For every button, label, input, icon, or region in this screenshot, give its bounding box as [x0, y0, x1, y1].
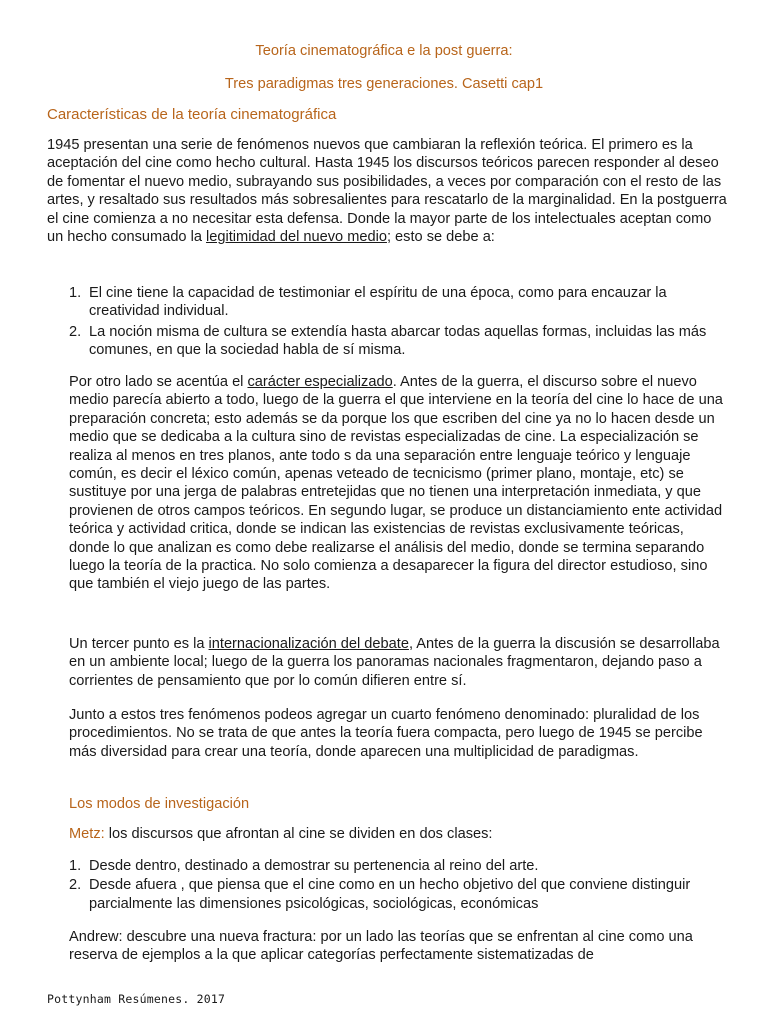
- paragraph-4: Junto a estos tres fenómenos podeos agregar un cuarto fenómeno denominado: pluralidad de los procedimientos. No se trata de que antes la teoría fuera compacta, pero luego de 1945 se percibe más diversidad para crear una teoría, donde aparecen una multiplicidad de paradigmas.: [69, 707, 703, 760]
- list-item-text: El cine tiene la capacidad de testimoniar el espíritu de una época, como para encauzar la creatividad individual.: [89, 285, 667, 320]
- list-item: [69, 284, 727, 321]
- paragraph-3-underline: internacionalización del debate: [208, 636, 409, 652]
- list-item: [69, 857, 725, 875]
- page-footer: Pottynham Resúmenes. 2017: [47, 992, 226, 1006]
- section-heading-caracteristicas: Características de la teoría cinematográfica: [47, 106, 337, 123]
- paragraph-1-text: 1945 presentan una serie de fenómenos nuevos que cambiaran la reflexión teórica. El primero es la aceptación del cine como hecho cultural. Hasta 1945 los discursos teóricos parecen responder al deseo de fomentar el nuevo medio, subrayando sus posibilidades, a veces por comparación con el resto de las artes, y resaltado sus resultados más sobresalientes para rescatarlo de la marginalidad. En la postguerra el cine comienza a no necesitar esta defensa. Donde la mayor parte de los intelectuales aceptan como un hecho consumado la: [47, 137, 727, 246]
- document-title: Teoría cinematográfica e la post guerra:: [255, 43, 513, 59]
- document-subtitle: Tres paradigmas tres generaciones. Casetti cap1: [224, 76, 544, 92]
- list-item: [69, 876, 725, 913]
- paragraph-1: [47, 136, 727, 246]
- paragraph-2-underline: carácter especializado: [247, 374, 393, 390]
- paragraph-2-text: Por otro lado se acentúa el: [69, 374, 248, 390]
- metz-label: Metz:: [69, 826, 105, 842]
- list-item-text: Desde afuera , que piensa que el cine como en un hecho objetivo del que conviene distinguir parcialmente las dimensiones psicológicas, sociológicas, económicas: [89, 877, 691, 912]
- paragraph-3: [69, 635, 725, 690]
- list-item-text: Desde dentro, destinado a demostrar su pertenencia al reino del arte.: [89, 858, 539, 874]
- list-1: [69, 284, 727, 360]
- paragraph-metz: [69, 825, 725, 843]
- list-item-number: 2.: [69, 877, 82, 894]
- list-item-number: 2.: [69, 323, 82, 340]
- paragraph-3-text: Un tercer punto es la: [69, 636, 209, 652]
- metz-text: los discursos que afrontan al cine se dividen en dos clases:: [104, 826, 493, 842]
- paragraph-andrew: Andrew: descubre una nueva fractura: por un lado las teorías que se enfrentan al cine como una reserva de ejemplos a la que aplicar categorías perfectamente sistematizadas de: [69, 929, 693, 964]
- list-item: [69, 323, 727, 360]
- paragraph-2: [69, 373, 725, 594]
- list-item-number: 1.: [69, 285, 82, 301]
- paragraph-2-text-end: . Antes de la guerra, el discurso sobre el nuevo medio parecía abierto a todo, luego de la guerra el que interviene en la teoría del cine lo hace de una preparación concreta; esto además se da porque los que escriben del cine ya no lo hacen desde un medio que se dedicaba a la cultura sino de revistas especializadas de cine. La especialización se realiza al menos en tres planos, ante todo s da una separación entre lenguaje teórico y lenguaje común, es decir el léxico común, apenas veteado de tecnicismo (primer plano, montaje, etc) se sustituye por una jerga de palabras entretejidas que no tienen una interpretación inmediata, y que provienen de otros campos teóricos. En segundo lugar, se produce un distanciamiento ente actividad teórica y actividad critica, donde se indican las existencias de revistas exclusivamente teóricas, donde lo que analizan es como debe realizarse el análisis del medio, donde se termina separando luego la teoría de la practica. No solo comienza a desaparecer la figura del director estudioso, sino que también el viejo juego de las partes.: [69, 374, 723, 593]
- section-heading-modos: Los modos de investigación: [69, 796, 250, 812]
- list-item-number: 1.: [69, 858, 82, 874]
- paragraph-1-underline: legitimidad del nuevo medio: [206, 229, 387, 246]
- list-2: [69, 857, 725, 913]
- list-item-text: La noción misma de cultura se extendía hasta abarcar todas aquellas formas, incluidas las más comunes, en que la sociedad habla de sí misma.: [89, 323, 707, 359]
- paragraph-1-text-end: ; esto se debe a:: [386, 229, 495, 246]
- paragraph-3-text-end: , Antes de la guerra la discusión se desarrollaba en un ambiente local; luego de la guerra los panoramas nacionales fragmentaron, dejando paso a corrientes de pensamiento que por lo común difieren entre sí.: [69, 636, 720, 689]
